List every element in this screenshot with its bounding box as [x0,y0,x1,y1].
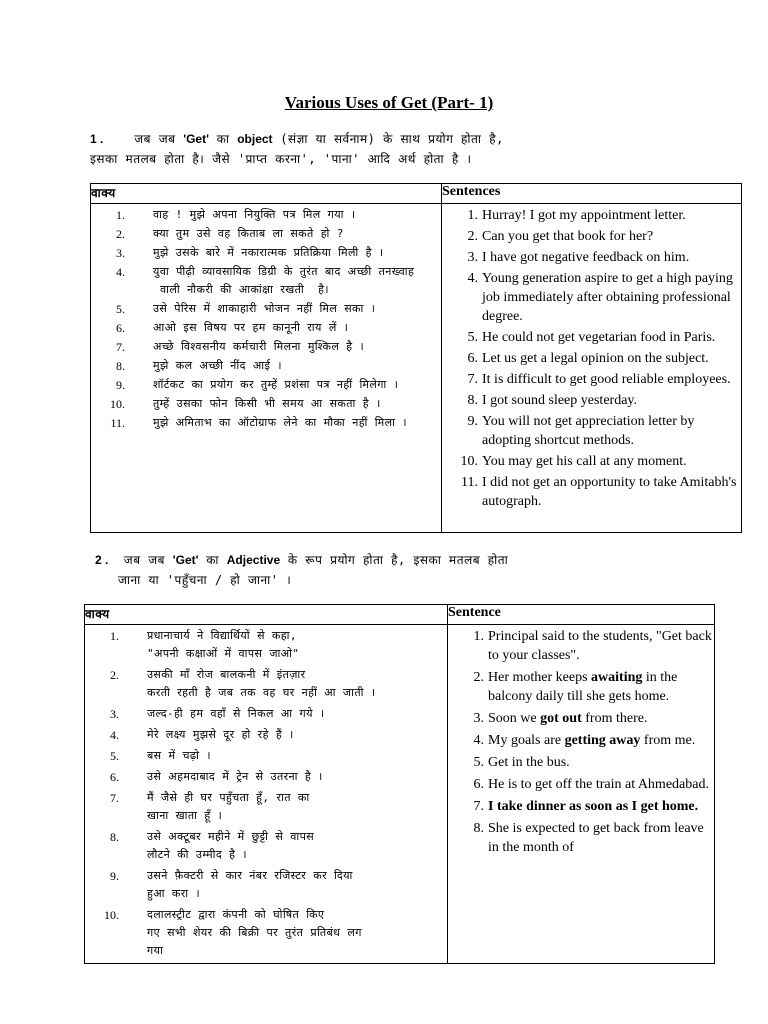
section2-english-text [488,775,714,794]
section2-table-header [85,605,715,625]
section2-header-hindi: वाक्य [85,605,448,625]
section1-hindi-item [91,225,441,243]
section1-english-cell [442,204,742,533]
section1-hindi-text: क्या तुम उसे वह किताब ला सकते हो ? [153,227,344,240]
section2-hindi-item [85,726,447,744]
section2-table-body [85,625,715,964]
section2-get: 'Get' [172,553,199,567]
section2-english-text-part-b: got out [540,711,582,726]
item-number: 1. [473,629,484,644]
section1-hindi-item [91,338,441,356]
item-number: 7. [116,340,125,354]
section1-english-item [442,227,741,246]
section2-hindi-text: मैं जैसे ही घर पहुँचता हूँ, रात का खाना खाता हूँ । [147,791,310,822]
section1-english-text: I got sound sleep yesterday. [482,393,637,408]
item-number: 5. [473,755,484,770]
section1-english-text: Can you get that book for her? [482,229,654,244]
section1-hindi-item [91,244,441,262]
item-number: 4. [116,265,125,279]
section1-hindi-text: मुझे उसके बारे में नकारात्मक प्रतिक्रिया मिली है । [153,246,384,259]
section2-english-text-part-b: awaiting [591,670,643,685]
section1-question-line1 [90,129,504,149]
section2-text-a: जब जब [123,553,173,567]
item-number: 10. [110,397,125,411]
section2-english-text [488,819,714,857]
section1-english-text: Let us get a legal opinion on the subject. [482,351,709,366]
item-number: 3. [467,250,478,265]
section2-english-text-part-a: My goals are [488,733,565,748]
section1-hindi-text: मुझे कल अच्छी नींद आई । [153,359,282,372]
section1-english-item [442,391,741,410]
section2-english-text-part-a: Her mother keeps [488,670,592,685]
section2-english-text-part-c: from there. [581,711,648,726]
section2-header-english: Sentence [448,605,715,625]
section2-hindi-item [85,627,447,663]
item-number: 2. [110,668,119,682]
item-number: 8. [116,359,125,373]
item-number: 5. [467,330,478,345]
section2-hindi-item [85,906,447,960]
item-number: 3. [110,707,119,721]
section1-hindi-text: वाह ! मुझे अपना नियुक्ति पत्र मिल गया । [153,208,356,221]
section1-table-body [91,204,742,533]
section2-english-text-part-b: I take dinner as soon as I get home. [488,799,699,814]
section2-number: 2 . [95,553,109,567]
section1-english-item [442,248,741,267]
item-number: 3. [116,246,125,260]
section2-english-item [448,753,714,772]
section1-hindi-cell [91,204,442,533]
section2-english-item [448,627,714,665]
section2-hindi-item [85,867,447,903]
section2-hindi-text: जल्द-ही हम वहाँ से निकल आ गये । [147,707,325,720]
item-number: 3. [473,711,484,726]
section2-question-line1 [95,550,508,570]
section1-english-item [442,206,741,225]
section2-hindi-text: उसे अक्टूबर महीने में छुट्टी से वापस लौटने की उम्मीद है । [147,830,315,861]
section1-hindi-item [91,414,441,432]
section2-hindi-item [85,666,447,702]
section1-english-text: Young generation aspire to get a high paying job immediately after obtaining professional degree. [482,271,733,324]
item-number: 5. [110,749,119,763]
section2-english-item [448,775,714,794]
item-number: 9. [467,414,478,429]
item-number: 8. [467,393,478,408]
section2-adjective: Adjective [226,553,281,567]
section1-table-header [91,184,742,204]
item-number: 2. [467,229,478,244]
item-number: 9. [116,378,125,392]
section2-english-list [448,627,714,857]
item-number: 6. [110,770,119,784]
section2-english-item [448,709,714,728]
page-title: Various Uses of Get (Part- 1) [284,93,494,112]
section1-english-text: I did not get an opportunity to take Amitabh's autograph. [482,475,737,509]
section1-hindi-item [91,395,441,413]
section2-english-item [448,797,714,816]
item-number: 6. [116,321,125,335]
item-number: 4. [473,733,484,748]
section1-hindi-item [91,319,441,337]
section2-hindi-list [85,627,447,960]
section1-english-item [442,473,741,511]
section1-hindi-text: तुम्हें उसका फोन किसी भी समय आ सकता है । [153,397,381,410]
section2-english-text [488,797,714,816]
section1-hindi-list [91,206,441,432]
section2-text-c: के रूप प्रयोग होता है, इसका मतलब होता [280,553,509,567]
section2-english-text [488,731,714,750]
item-number: 7. [473,799,484,814]
section1-hindi-text: मुझे अमिताभ का ऑटोग्राफ लेने का मौका नहीं मिला । [153,416,407,429]
section2-hindi-text: दलालस्ट्रीट द्वारा कंपनी को घोषित किए गए सभी शेयर की बिक्री पर तुरंत प्रतिबंध लग गया [147,908,362,957]
item-number: 11. [461,475,478,490]
section2-english-text-part-a: Soon we [488,711,541,726]
section2-english-text [488,709,714,728]
section2-english-text-part-a: Get in the bus. [488,755,570,770]
section1-hindi-item [91,206,441,224]
section1-hindi-text: शॉर्टकट का प्रयोग कर तुम्हें प्रशंसा पत्र नहीं मिलेगा । [153,378,399,391]
section1-english-item [442,328,741,347]
section2-table [84,604,715,964]
section2-english-cell [448,625,715,964]
section2-english-text-part-c: from me. [640,733,696,748]
section2-hindi-text: उसकी माँ रोज बालकनी में इंतज़ार करती रहती है जब तक वह घर नहीं आ जाती । [147,668,376,699]
section2-english-text-part-b: getting away [564,733,641,748]
section1-english-item [442,412,741,450]
section1-header-english: Sentences [442,184,742,204]
section1-english-item [442,370,741,389]
section2-english-item [448,731,714,750]
item-number: 7. [467,372,478,387]
section1-hindi-text: आओ इस विषय पर हम कानूनी राय लें । [153,321,349,334]
item-number: 7. [110,791,119,805]
item-number: 1. [467,208,478,223]
section2-english-text [488,753,714,772]
section1-hindi-item [91,376,441,394]
section1-number: 1 . [90,132,104,146]
section1-english-item [442,452,741,471]
item-number: 9. [110,869,119,883]
section1-english-text: He could not get vegetarian food in Paris. [482,330,716,345]
section1-text-b: का [208,132,238,146]
item-number: 2. [116,227,125,241]
section2-english-text-part-a: Principal said to the students, "Get back to your classes". [488,629,712,663]
section1-get: 'Get' [183,132,209,146]
section2-hindi-text: प्रधानाचार्य ने विद्यार्थियों से कहा, "अपनी कक्षाओं में वापस जाओ" [147,629,300,660]
section2-hindi-text: उसे अहमदाबाद में ट्रेन से उतरना है । [147,770,323,783]
item-number: 1. [110,629,119,643]
item-number: 10. [104,908,119,922]
item-number: 6. [467,351,478,366]
section1-english-text: You will not get appreciation letter by adopting shortcut methods. [482,414,695,448]
section2-hindi-item [85,789,447,825]
section1-hindi-item [91,357,441,375]
section1-hindi-item [91,300,441,318]
item-number: 5. [116,302,125,316]
section2-hindi-text: उसने फ़ैक्टरी से कार नंबर रजिस्टर कर दिया हुआ करा । [147,869,353,900]
section1-english-item [442,269,741,326]
section1-english-list [442,206,741,511]
section1-hindi-item [91,263,441,299]
section1-english-text: I have got negative feedback on him. [482,250,690,265]
section2-english-item [448,819,714,857]
section1-text-a: जब जब [134,132,184,146]
section2-english-text [488,627,714,665]
section2-english-item [448,668,714,706]
section1-english-text: You may get his call at any moment. [482,454,687,469]
item-number: 8. [473,821,484,836]
item-number: 4. [110,728,119,742]
item-number: 2. [473,670,484,685]
section2-hindi-item [85,747,447,765]
section2-hindi-text: मेरे लक्ष्य मुझसे दूर हो रहे हैं । [147,728,294,741]
section2-hindi-item [85,768,447,786]
item-number: 1. [116,208,125,222]
section1-object: object [237,132,273,146]
section1-english-text: Hurray! I got my appointment letter. [482,208,686,223]
item-number: 10. [460,454,478,469]
section1-question-line2: इसका मतलब होता है। जैसे 'प्राप्त करना', 'पाना' आदि अर्थ होता है । [90,152,472,166]
item-number: 4. [467,271,478,286]
section2-english-text-part-a: He is to get off the train at Ahmedabad. [488,777,709,792]
section2-hindi-cell [85,625,448,964]
section1-text-c: (संज्ञा या सर्वनाम) के साथ प्रयोग होता है, [272,132,504,146]
section2-hindi-item [85,828,447,864]
item-number: 6. [473,777,484,792]
section2-text-b: का [198,553,227,567]
section1-english-text: It is difficult to get good reliable employees. [482,372,731,387]
section2-english-text [488,668,714,706]
section2-english-text-part-c: in the balcony daily till she gets home. [488,670,678,704]
section2-question-line2: जाना या 'पहुँचना / हो जाना' । [118,573,292,587]
section2-hindi-item [85,705,447,723]
section2-hindi-text: बस में चढ़ो । [147,749,211,762]
section1-english-item [442,349,741,368]
section1-header-hindi: वाक्य [91,184,442,204]
section2-english-text-part-a: She is expected to get back from leave in the month of [488,821,704,855]
item-number: 11. [110,416,125,430]
section1-hindi-text: उसे पेरिस में शाकाहारी भोजन नहीं मिल सका । [153,302,376,315]
section1-table [90,183,742,533]
section1-hindi-text: युवा पीढ़ी व्यावसायिक डिग्री के तुरंत बाद अच्छी तनख्वाह वाली नौकरी की आकांक्षा रखती है। [153,265,415,296]
item-number: 8. [110,830,119,844]
section1-hindi-text: अच्छे विश्वसनीय कर्मचारी मिलना मुश्किल है । [153,340,365,353]
